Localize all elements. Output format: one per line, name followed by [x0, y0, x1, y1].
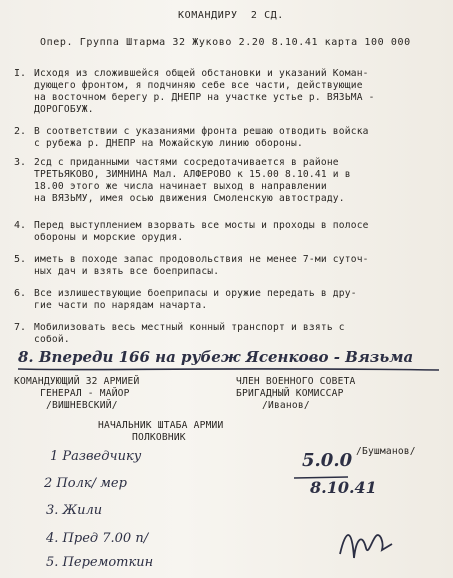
item-line: на восточном берегу р. ДНЕПР на участке устье р. ВЯЗЬМА - [34, 92, 375, 103]
chief-of-staff-title: НАЧАЛЬНИК ШТАБА АРМИИ [98, 420, 224, 431]
distribution-entry: 1 Разведчику [50, 449, 142, 464]
item-line: ных дач и взять все боеприпасы. [34, 266, 220, 277]
council-member-rank: БРИГАДНЫЙ КОМИССАР [236, 388, 344, 399]
item-line: ТРЕТЬЯКОВО, ЗИМНИНА Мал. АЛФЕРОВО к 15.00 8.10.41 и в [34, 169, 351, 180]
item-line: Исходя из сложившейся общей обстановки и указаний Коман- [34, 68, 369, 79]
item-line: на ВЯЗЬМУ, имея осью движения Смоленскую автостраду. [34, 193, 345, 204]
item-line: обороны и морские орудия. [34, 232, 184, 243]
handwritten-date: 8.10.41 [310, 478, 377, 497]
item-line: дующего фронтом, я подчиняю себе все части, действующие [34, 80, 363, 91]
item-number: 3. [14, 157, 27, 168]
commander-name: /ВИШНЕВСКИЙ/ [46, 400, 118, 411]
item-line: Мобилизовать весь местный конный транспорт и взять с [34, 322, 345, 333]
item-number: 5. [14, 254, 27, 265]
item-line: В соответствии с указаниями фронта решаю отводить войска [34, 126, 369, 137]
item-line: ДОРОГОБУЖ. [34, 104, 94, 115]
commander-title: КОМАНДУЮЩИЙ 32 АРМИЕЙ [14, 376, 140, 387]
item-number: 6. [14, 288, 27, 299]
item-line: гие части по нарядам начарта. [34, 300, 208, 311]
item-line: Перед выступлением взорвать все мосты и проходы в полосе [34, 220, 369, 231]
item-number: I. [14, 68, 27, 79]
item-number: 7. [14, 322, 27, 333]
addressee: КОМАНДИРУ 2 СД. [178, 10, 284, 21]
item-line: с рубежа р. ДНЕПР на Можайскую линию обороны. [34, 138, 303, 149]
item-number: 2. [14, 126, 27, 137]
handwritten-item-8: 8. Впереди 166 на рубеж Ясенково - Вязьма [18, 348, 414, 366]
item-line: 2сд с приданными частями сосредотачивается в районе [34, 157, 339, 168]
distribution-entry: 2 Полк/ мер [44, 476, 127, 491]
reference-line: Опер. Группа Штарма 32 Жуково 2.20 8.10.41 карта 100 000 [40, 37, 411, 48]
item-line: иметь в походе запас продовольствия не менее 7-ми суточ- [34, 254, 369, 265]
item-line: Все излишествующие боеприпасы и оружие передать в дру- [34, 288, 357, 299]
item-number: 4. [14, 220, 27, 231]
handwritten-signature [336, 518, 396, 568]
handwritten-time: 5.0.0 [302, 450, 353, 471]
distribution-entry: 4. Пред 7.00 п/ [46, 531, 149, 546]
handwritten-underline [16, 366, 441, 372]
chief-of-staff-name: /Бушманов/ [356, 446, 416, 457]
council-member-title: ЧЛЕН ВОЕННОГО СОВЕТА [236, 376, 356, 387]
item-line: собой. [34, 334, 70, 345]
chief-of-staff-rank: ПОЛКОВНИК [132, 432, 186, 443]
item-line: 18.00 этого же числа начинает выход в направлении [34, 181, 327, 192]
council-member-name: /Иванов/ [262, 400, 310, 411]
distribution-entry: 5. Перемоткин [46, 555, 154, 570]
commander-rank: ГЕНЕРАЛ - МАЙОР [40, 388, 130, 399]
distribution-entry: 3. Жили [46, 503, 103, 518]
